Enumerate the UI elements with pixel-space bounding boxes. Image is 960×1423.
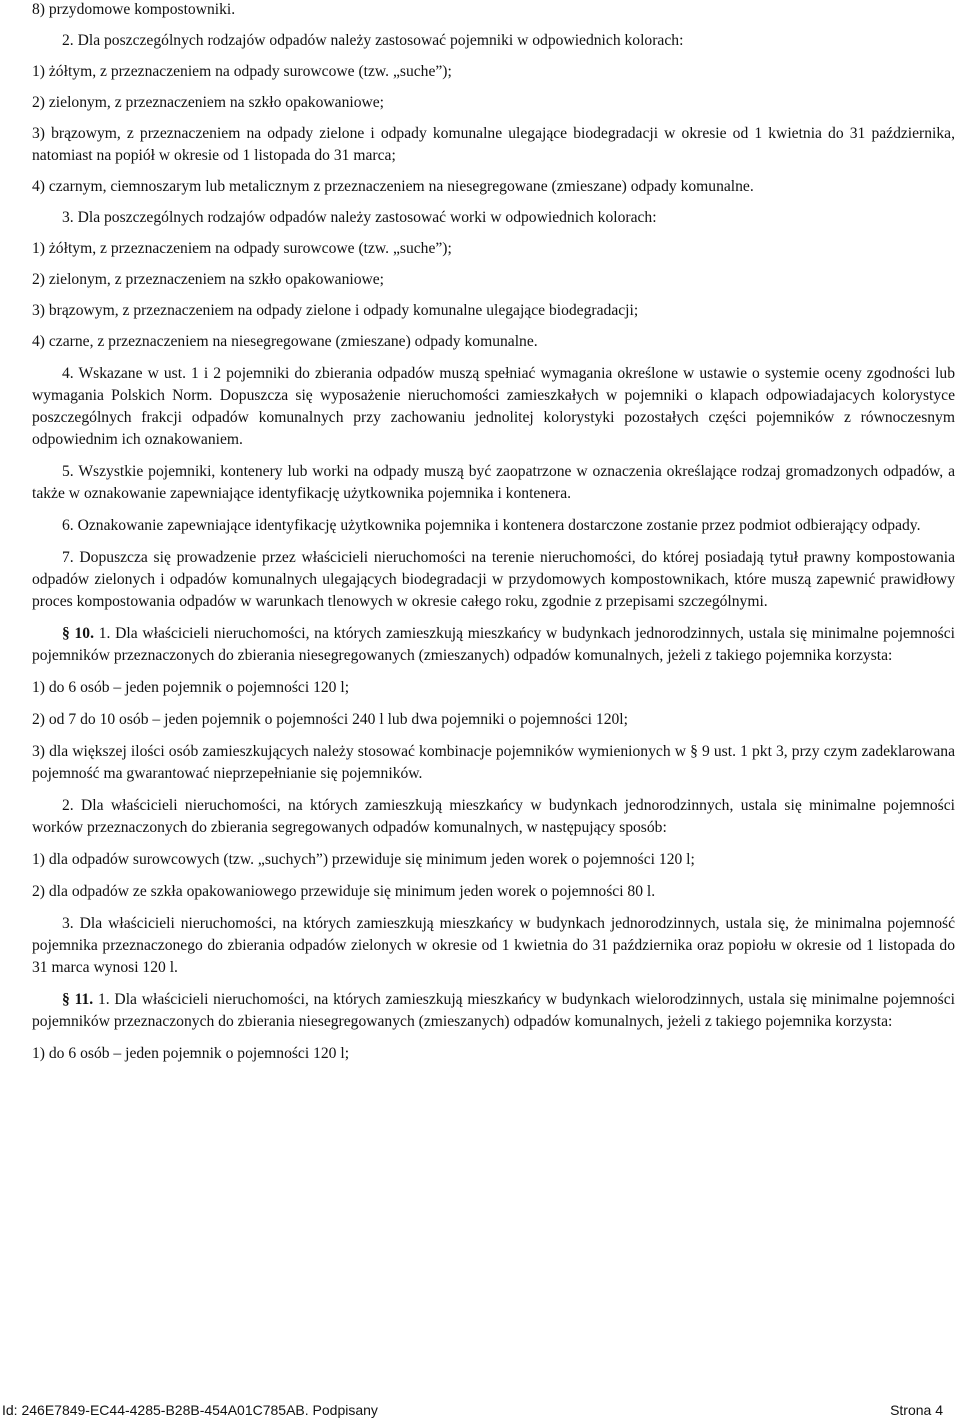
section-number: § 11. [62, 991, 94, 1008]
section-number: § 10. [62, 625, 95, 642]
list-item: 1) żółtym, z przeznaczeniem na odpady surowcowe (tzw. „suche”); [32, 63, 452, 80]
paragraph: 2. Dla poszczególnych rodzajów odpadów należy zastosować pojemniki w odpowiednich kolorach: [62, 32, 684, 49]
list-item: 2) zielonym, z przeznaczeniem na szkło opakowaniowe; [32, 94, 385, 111]
document-id: Id: 246E7849-EC44-4285-B28B-454A01C785AB. Podpisany [2, 1402, 378, 1418]
section-text: 1. Dla właścicieli nieruchomości, na których zamieszkują mieszkańcy w budynkach jednorodzinnych, ustala się minimalne pojemności pojemników przeznaczonych do zbierania niesegregowanych (zmieszanych) odpadów komunalnych, jeżeli z takiego pojemnika korzysta: [32, 625, 956, 664]
paragraph: 7. Dopuszcza się prowadzenie przez właścicieli nieruchomości na terenie nieruchomości, do której posiadają tytuł prawny kompostowania odpadów zielonych i odpadów komunalnych ulegających biodegradacji w przydomowych kompostownikach, które muszą zapewnić prawidłowy proces kompostowania odpadów w warunkach tlenowych w okresie całego roku, zgodnie z przepisami szczególnymi. [32, 549, 955, 610]
document-page [32, 0, 955, 1065]
paragraph: 6. Oznakowanie zapewniające identyfikację użytkownika pojemnika i kontenera dostarczone zostanie przez podmiot odbierający odpady. [62, 517, 921, 534]
list-item: 4) czarnym, ciemnoszarym lub metalicznym z przeznaczeniem na niesegregowane (zmieszane) odpady komunalne. [32, 178, 754, 195]
section-paragraph [32, 623, 955, 667]
paragraph: 3. Dla właścicieli nieruchomości, na których zamieszkują mieszkańcy w budynkach jednorodzinnych, ustala się, że minimalna pojemność pojemnika przeznaczonego do zbierania odpadów zielonych w okresie od 1 kwietnia do 31 października oraz popiołu w okresie od 1 listopada do 31 marca wynosi 120 l. [32, 915, 955, 976]
list-item: 2) od 7 do 10 osób – jeden pojemnik o pojemności 240 l lub dwa pojemniki o pojemności 120l; [32, 711, 628, 728]
list-item: 1) do 6 osób – jeden pojemnik o pojemności 120 l; [32, 1045, 350, 1062]
list-item: 8) przydomowe kompostowniki. [32, 1, 236, 18]
list-item: 4) czarne, z przeznaczeniem na niesegregowane (zmieszane) odpady komunalne. [32, 333, 538, 350]
list-item: 3) brązowym, z przeznaczeniem na odpady zielone i odpady komunalne ulegające biodegradacji; [32, 302, 639, 319]
page-number: Strona 4 [890, 1402, 943, 1418]
paragraph: 4. Wskazane w ust. 1 i 2 pojemniki do zbierania odpadów muszą spełniać wymagania określone w ustawie o systemie oceny zgodności lub wymagania Polskich Norm. Dopuszcza się wyposażenie nieruchomości zamieszkałych w pojemniki o klapach odpowiadajacych kolorystyce poszczególnych frakcji odpadów komunalnych przy zachowaniu jednolitej kolorystyki pozostałych części pojemników z równoczesnym odpowiednim ich oznakowaniem. [32, 365, 955, 448]
page-footer [2, 1402, 943, 1418]
section-text: 1. Dla właścicieli nieruchomości, na których zamieszkują mieszkańcy w budynkach wielorodzinnych, ustala się minimalne pojemności pojemników przeznaczonych do zbierania niesegregowanych (zmieszanych) odpadów komunalnych, jeżeli z takiego pojemnika korzysta: [32, 991, 955, 1030]
list-item: 3) dla większej ilości osób zamieszkujących należy stosować kombinacje pojemników wymienionych w § 9 ust. 1 pkt 3, przy czym zadeklarowana pojemność ma gwarantować nieprzepełnianie się pojemników. [32, 743, 955, 782]
list-item: 1) do 6 osób – jeden pojemnik o pojemności 120 l; [32, 679, 350, 696]
list-item: 2) dla odpadów ze szkła opakowaniowego przewiduje się minimum jeden worek o pojemności 80 l. [32, 883, 656, 900]
list-item: 1) żółtym, z przeznaczeniem na odpady surowcowe (tzw. „suche”); [32, 240, 452, 257]
paragraph: 3. Dla poszczególnych rodzajów odpadów należy zastosować worki w odpowiednich kolorach: [62, 209, 657, 226]
paragraph: 5. Wszystkie pojemniki, kontenery lub worki na odpady muszą być zaopatrzone w oznaczenia określające rodzaj gromadzonych odpadów, a także w oznakowanie zapewniające identyfikację użytkownika pojemnika i kontenera. [32, 463, 955, 502]
section-paragraph [32, 989, 955, 1033]
list-item: 1) dla odpadów surowcowych (tzw. „suchych”) przewiduje się minimum jeden worek o pojemności 120 l; [32, 851, 695, 868]
list-item: 3) brązowym, z przeznaczeniem na odpady zielone i odpady komunalne ulegające biodegradacji w okresie od 1 kwietnia do 31 października, natomiast na popiół w okresie od 1 listopada do 31 marca; [32, 125, 955, 164]
list-item: 2) zielonym, z przeznaczeniem na szkło opakowaniowe; [32, 271, 385, 288]
paragraph: 2. Dla właścicieli nieruchomości, na których zamieszkują mieszkańcy w budynkach jednorodzinnych, ustala się minimalne pojemności worków przeznaczonych do zbierania segregowanych odpadów komunalnych, w następujący sposób: [32, 797, 955, 836]
